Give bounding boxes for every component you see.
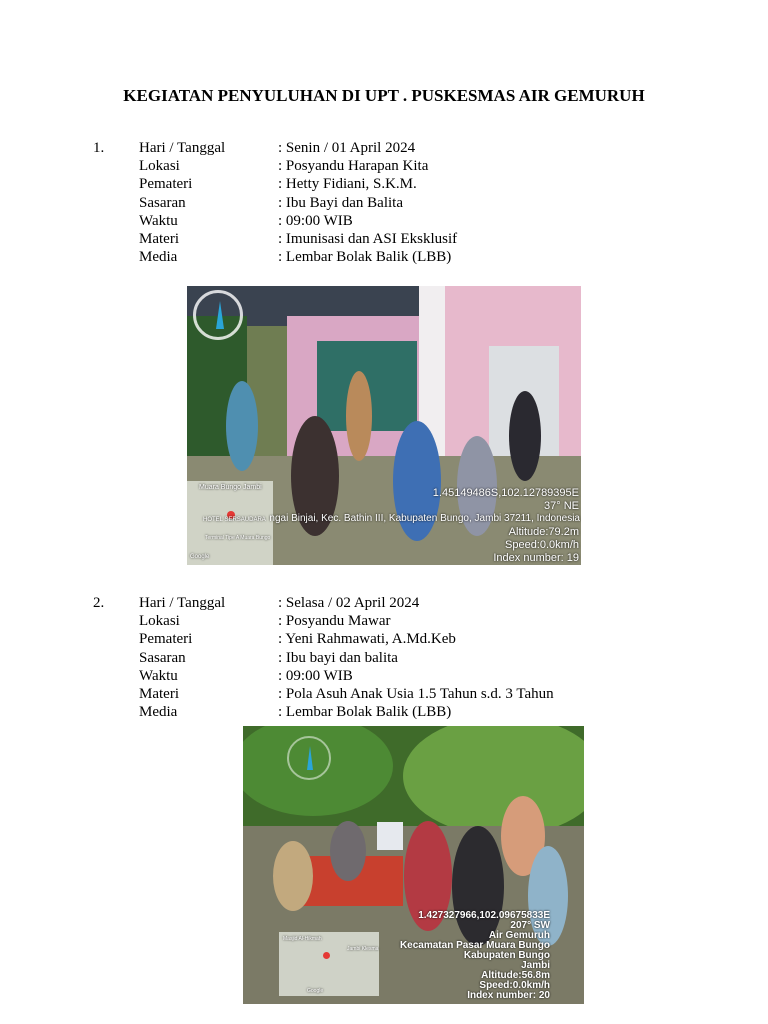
entry-number: 1. (93, 140, 105, 156)
label-day: Hari / Tanggal (139, 595, 226, 611)
value-material: : Pola Asuh Anak Usia 1.5 Tahun s.d. 3 Tahun (278, 685, 554, 702)
gps-altitude: Altitude:79.2m (508, 526, 579, 538)
gps-coordinates: 1.45149486S,102.12789395E (432, 487, 579, 499)
value-target: : Ibu Bayi dan Balita (278, 194, 403, 211)
value-time: : 09:00 WIB (278, 212, 353, 229)
value-location: : Posyandu Harapan Kita (278, 158, 429, 175)
gps-heading: 207° SW (510, 920, 550, 931)
map-place-label: Muara Bungo Jambi (199, 484, 262, 491)
gps-place: Air Gemuruh (488, 930, 550, 941)
label-media: Media (139, 249, 178, 266)
row-presenter (0, 175, 768, 193)
label-material: Materi (139, 230, 179, 247)
value-day: : Senin / 01 April 2024 (278, 140, 416, 156)
label-target: Sasaran (139, 194, 186, 211)
label-day: Hari / Tanggal (139, 140, 226, 156)
gps-index: Index number: 19 (493, 552, 579, 564)
value-presenter: : Yeni Rahmawati, A.Md.Keb (278, 631, 456, 648)
row-day (0, 594, 768, 612)
row-target (0, 194, 768, 212)
label-location: Lokasi (139, 158, 180, 175)
value-time: : 09:00 WIB (278, 667, 353, 684)
row-media (0, 703, 768, 721)
gps-speed: Speed:0.0km/h (479, 980, 550, 991)
map-brand: Google (307, 988, 324, 994)
activity-entry-2 (0, 594, 768, 721)
value-material: : Imunisasi dan ASI Eksklusif (278, 230, 458, 247)
label-presenter: Pemateri (139, 631, 193, 648)
entry-number: 2. (93, 595, 105, 611)
activity-entry-1 (0, 139, 768, 266)
row-material (0, 685, 768, 703)
map-place-label: Terminal Tipe A Muara Bungo (205, 535, 271, 541)
value-day: : Selasa / 02 April 2024 (278, 595, 420, 611)
gps-district: Kecamatan Pasar Muara Bungo (399, 940, 550, 951)
gps-regency: Kabupaten Bungo (463, 950, 550, 961)
value-location: : Posyandu Mawar (278, 613, 391, 630)
page-title: KEGIATAN PENYULUHAN DI UPT . PUSKESMAS AIR GEMURUH (123, 86, 645, 105)
row-time (0, 667, 768, 685)
label-presenter: Pemateri (139, 176, 193, 193)
value-presenter: : Hetty Fidiani, S.K.M. (278, 176, 417, 193)
map-place-label: HOTEL SERSAUDARA (203, 517, 266, 523)
gps-index: Index number: 20 (467, 990, 550, 1001)
label-target: Sasaran (139, 649, 186, 666)
compass-icon (287, 736, 331, 780)
label-material: Materi (139, 685, 179, 702)
row-day (0, 139, 768, 157)
gps-speed: Speed:0.0km/h (505, 539, 579, 551)
value-target: : Ibu bayi dan balita (278, 649, 398, 666)
label-media: Media (139, 704, 178, 721)
activity-photo-1 (187, 286, 581, 565)
row-presenter (0, 630, 768, 648)
row-location (0, 612, 768, 630)
value-media: : Lembar Bolak Balik (LBB) (278, 704, 452, 721)
label-time: Waktu (139, 212, 178, 229)
label-location: Lokasi (139, 613, 180, 630)
gps-altitude: Altitude:56.8m (481, 970, 550, 981)
gps-heading: 37° NE (544, 500, 579, 512)
map-place-label: Masjid Al-Hikmah (283, 936, 322, 942)
map-pin-icon (323, 952, 330, 959)
map-brand: Google (190, 554, 210, 560)
row-media (0, 248, 768, 266)
gps-coordinates: 1.427327966,102.09675833E (418, 910, 550, 921)
map-place-label: Jambi Klesma (347, 946, 379, 952)
row-target (0, 649, 768, 667)
row-location (0, 157, 768, 175)
label-time: Waktu (139, 667, 178, 684)
value-media: : Lembar Bolak Balik (LBB) (278, 249, 452, 266)
gps-province: Jambi (521, 960, 550, 971)
gps-address: ngai Binjai, Kec. Bathin III, Kabupaten Bungo, Jambi 37211, Indonesia (269, 513, 580, 524)
row-material (0, 230, 768, 248)
activity-photo-2 (243, 726, 584, 1004)
row-time (0, 212, 768, 230)
compass-icon (193, 290, 243, 340)
